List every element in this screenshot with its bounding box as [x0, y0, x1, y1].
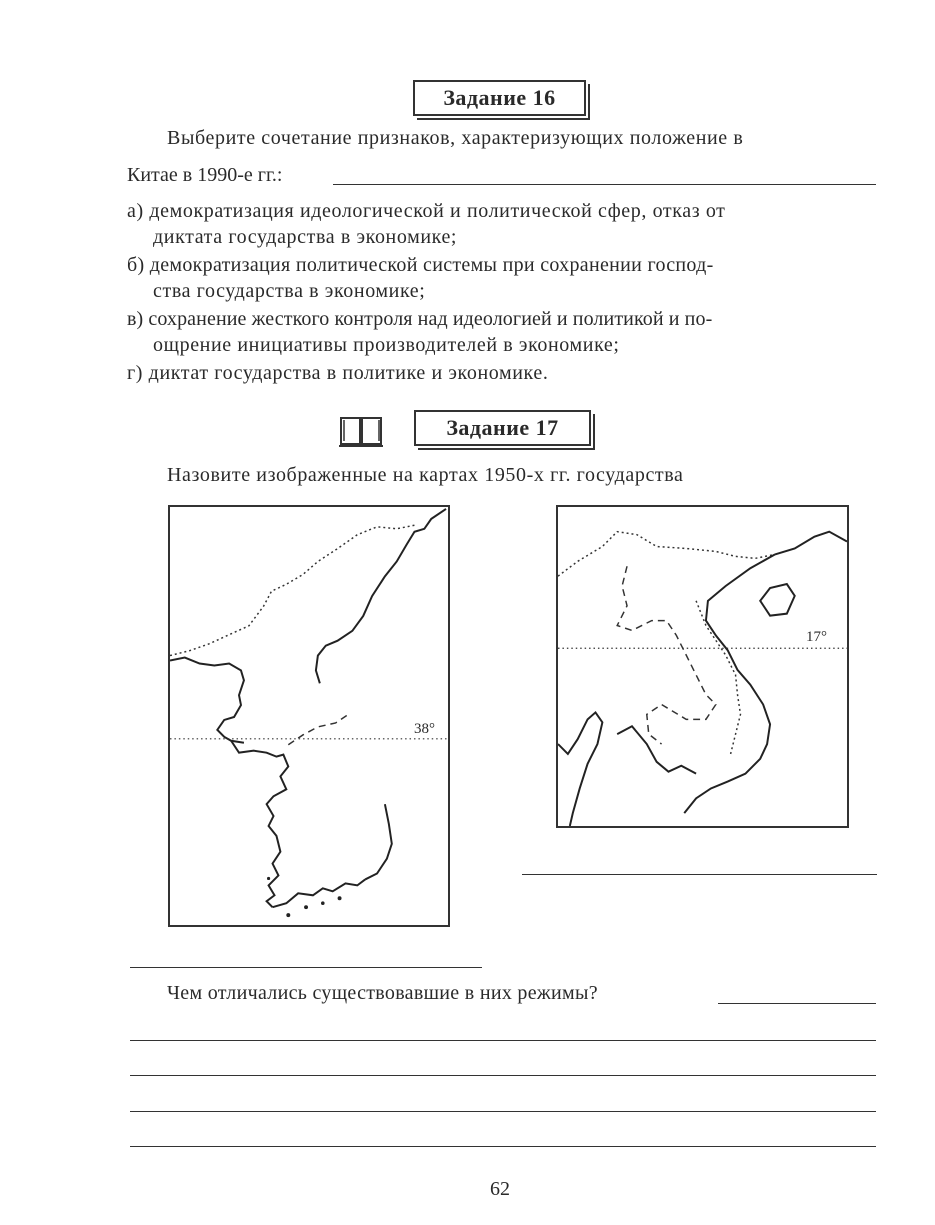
option-a-line2: диктата государства в экономике; — [153, 226, 458, 248]
option-c-line2: ощрение инициативы производителей в экономике; — [153, 334, 620, 356]
parallel-38-label: 38° — [414, 721, 435, 737]
parallel-17-label: 17° — [806, 629, 827, 645]
option-a-line1: а) демократизация идеологической и политической сфер, отказ от — [127, 200, 726, 222]
answer-line-korea[interactable] — [130, 967, 482, 968]
task-16-answer-line[interactable] — [333, 184, 876, 185]
map-vietnam — [556, 505, 849, 828]
question-answer-line-2[interactable] — [130, 1040, 876, 1041]
task-17-prompt: Назовите изображенные на картах 1950-х гг. государства — [167, 464, 684, 486]
question-answer-line-4[interactable] — [130, 1111, 876, 1112]
option-c-line1: в) сохранение жесткого контроля над идеологией и политикой и по- — [127, 308, 713, 330]
option-b-line2: ства государства в экономике; — [153, 280, 426, 302]
question-answer-line-3[interactable] — [130, 1075, 876, 1076]
task-16-intro-line1: Выберите сочетание признаков, характеризующих положение в — [167, 127, 744, 149]
question-answer-line-1[interactable] — [718, 1003, 876, 1004]
map-korea — [168, 505, 450, 927]
option-d-line1: г) диктат государства в политике и экономике. — [127, 362, 549, 384]
task-17-question: Чем отличались существовавшие в них режимы? — [167, 982, 598, 1004]
book-icon — [338, 412, 384, 448]
task-16-title: Задание 16 — [413, 80, 586, 116]
task-16-intro-line2: Китае в 1990-е гг.: — [127, 164, 283, 186]
option-b-line1: б) демократизация политической системы при сохранении господ- — [127, 254, 714, 276]
question-answer-line-5[interactable] — [130, 1146, 876, 1147]
task-17-title: Задание 17 — [414, 410, 591, 446]
page-number: 62 — [490, 1178, 510, 1200]
answer-line-vietnam[interactable] — [522, 874, 877, 875]
